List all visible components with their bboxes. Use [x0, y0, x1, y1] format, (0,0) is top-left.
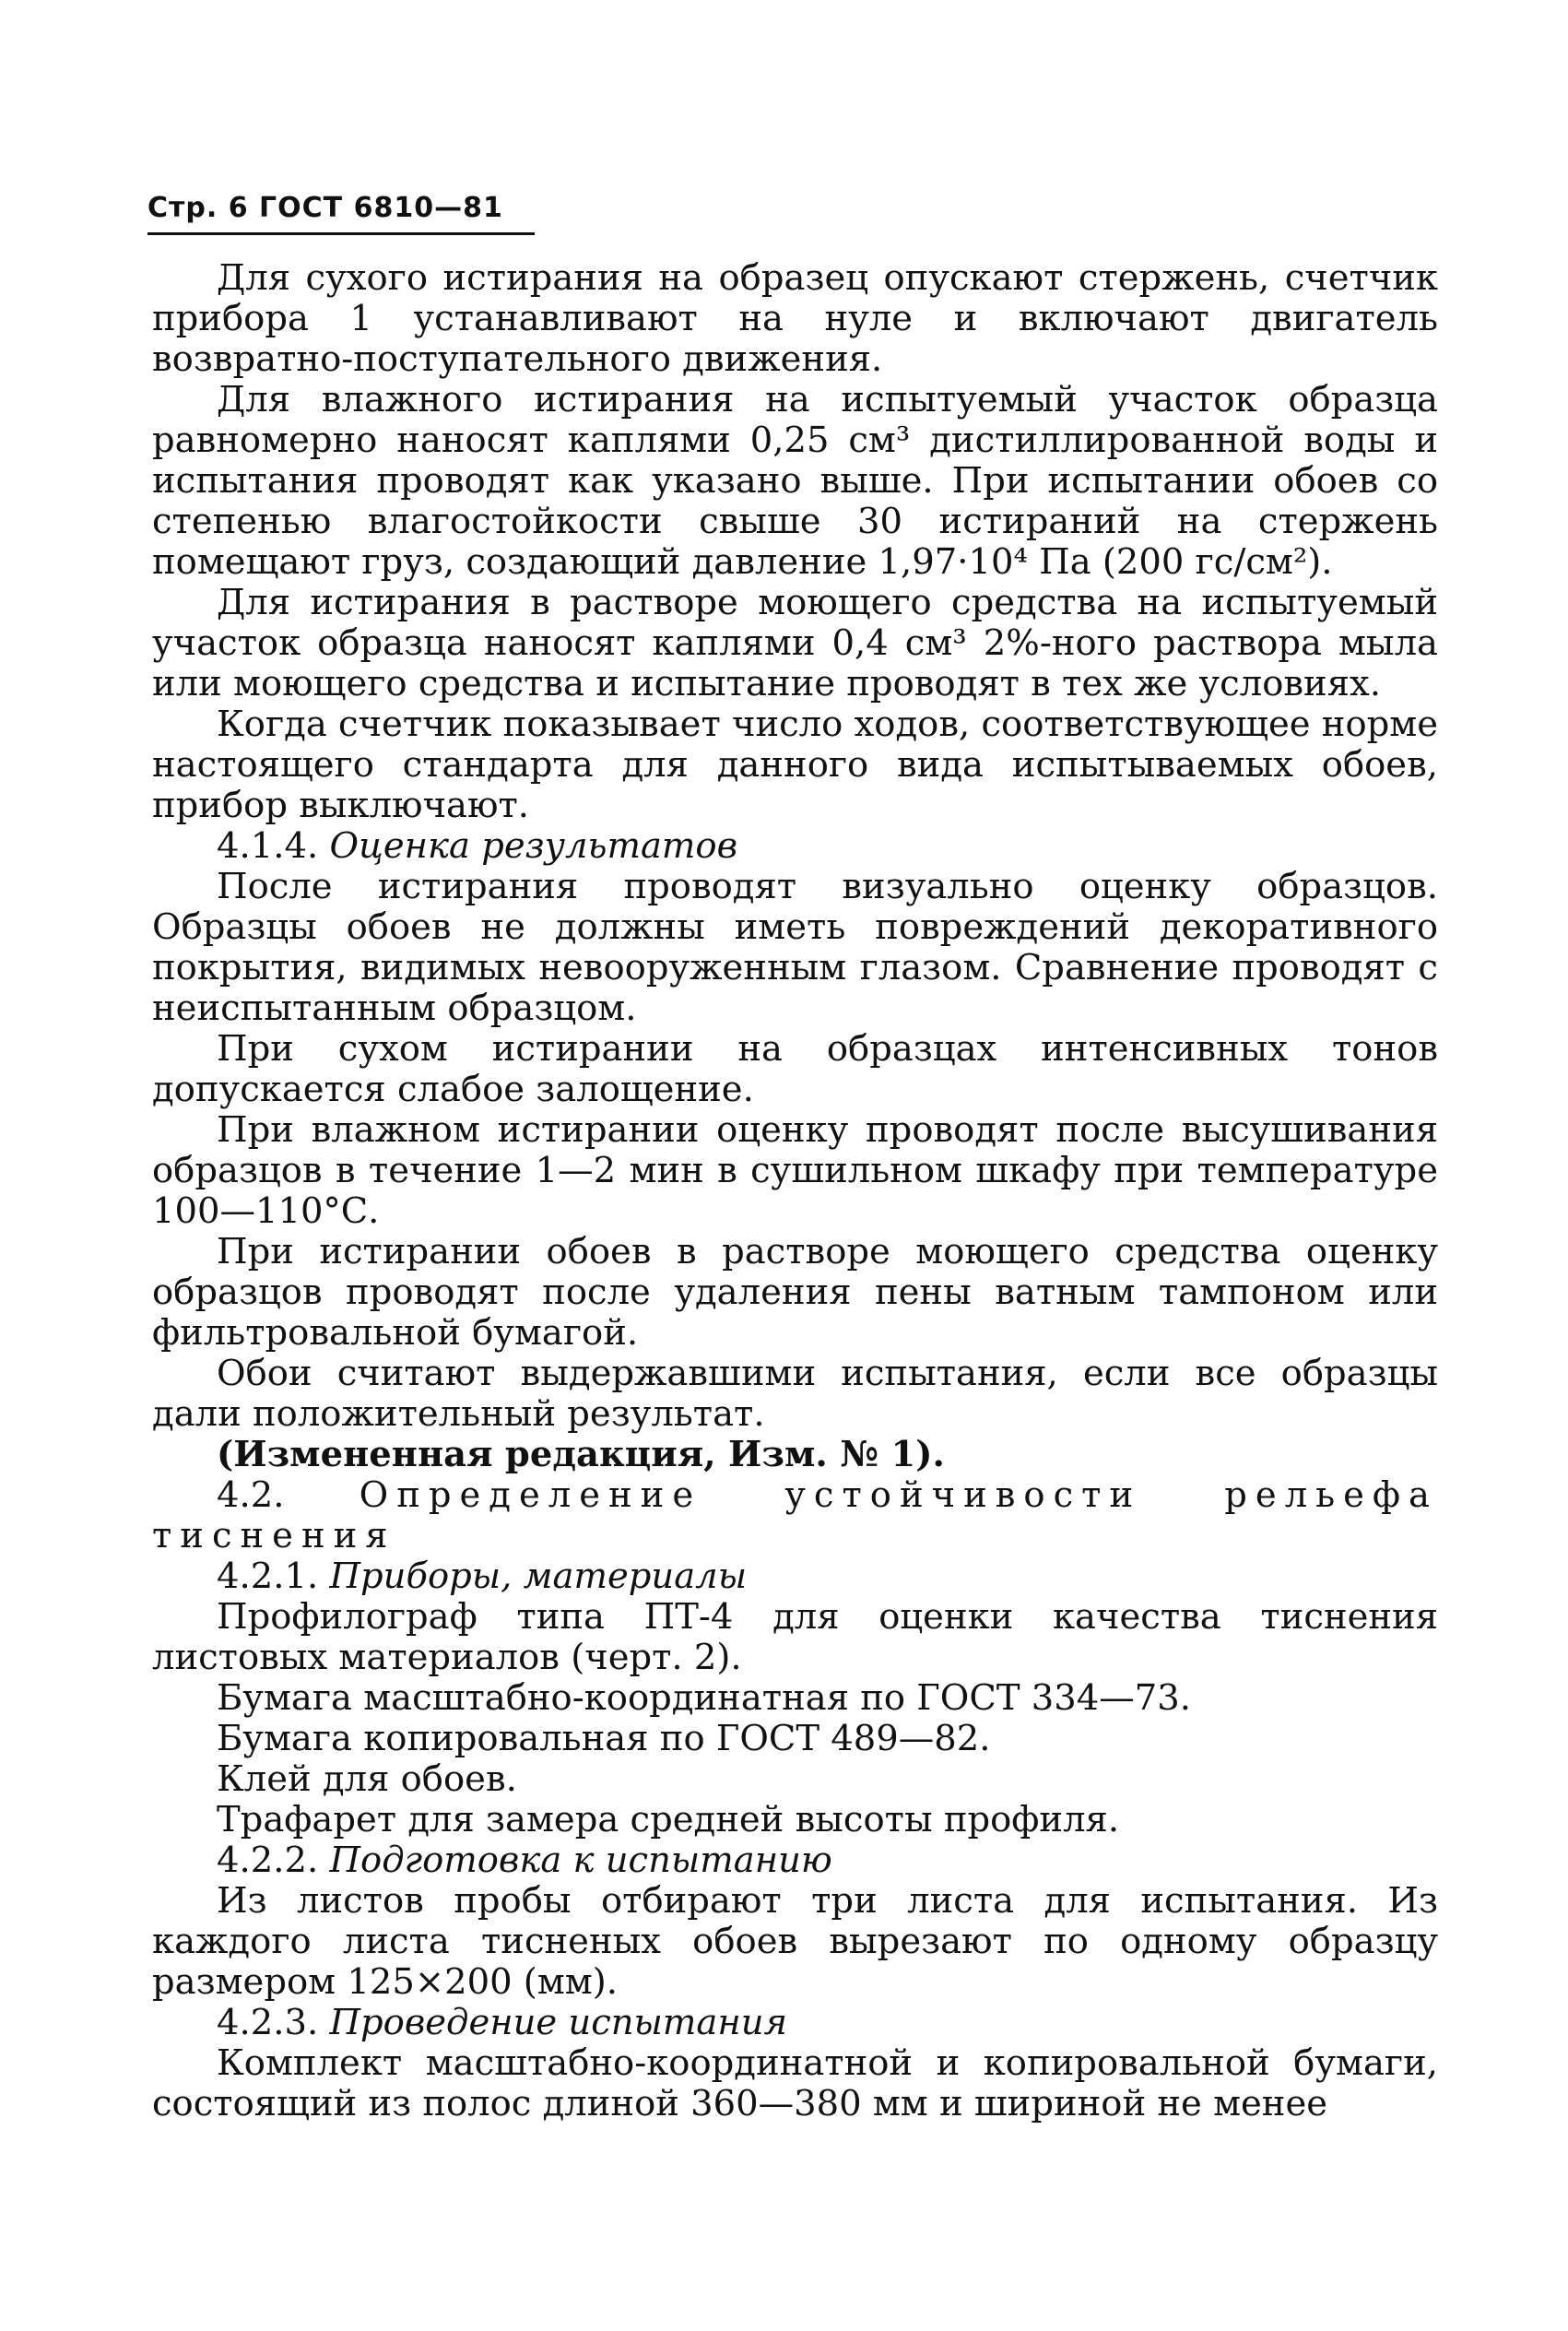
paragraph-dry-abrasion: Для сухого истирания на образец опускают стержень, счетчик прибора 1 устанавливают на нуле и включают двигатель возвратно-поступательного движения. [152, 257, 1438, 380]
amendment-note: (Измененная редакция, Изм. № 1). [217, 1434, 945, 1475]
document-body [152, 258, 1438, 2124]
paragraph-wet-drying: При влажном истирании оценку проводят после высушивания образцов в течение 1—2 мин в сушильном шкафу при температуре 100—110°С. [152, 1109, 1438, 1232]
paragraph-profilograph: Профилограф типа ПТ-4 для оценки качества тиснения листовых материалов (черт. 2). [152, 1596, 1438, 1678]
paragraph-detergent-abrasion: Для истирания в растворе моющего средства на испытуемый участок образца наносят каплями 0,4 см³ 2%-ного раствора мыла или моющего средства и испытание проводят в тех же условиях. [152, 582, 1438, 704]
section-number: 4.2.2. [217, 1840, 319, 1881]
section-heading-4-2-3 [152, 2003, 1438, 2043]
paragraph-test-kit: Комплект масштабно-координатной и копировальной бумаги, состоящий из полос длиной 360—380 мм и шириной не менее [152, 2042, 1438, 2124]
section-heading-4-1-4 [152, 826, 1438, 867]
page-header: Стр. 6 ГОСТ 6810—81 [147, 192, 503, 224]
paragraph-carbon-paper: Бумага копировальная по ГОСТ 489—82. [217, 1718, 991, 1759]
section-number: 4.1.4. [217, 825, 319, 867]
paragraph-glue: Клей для обоев. [217, 1758, 517, 1800]
section-number: 4.2.3. [217, 2002, 319, 2043]
section-title: Оценка результатов [329, 825, 737, 867]
paragraph-stencil: Трафарет для замера средней высоты профиля. [217, 1799, 1120, 1840]
section-title: Приборы, материалы [329, 1556, 748, 1597]
paragraph-graph-paper: Бумага масштабно-координатная по ГОСТ 334—73. [217, 1677, 1191, 1719]
paragraph-sample-prep: Из листов пробы отбирают три листа для испытания. Из каждого листа тисненых обоев вырезают по одному образцу размером 125×200 (мм). [152, 1880, 1438, 2003]
section-heading-4-2-2 [152, 1840, 1438, 1881]
paragraph-detergent-assessment: При истирании обоев в растворе моющего средства оценку образцов проводят после удаления пены ватным тампоном или фильтровальной бумагой. [152, 1231, 1438, 1354]
section-number: 4.2.1. [217, 1556, 319, 1597]
paragraph-dry-gloss: При сухом истирании на образцах интенсивных тонов допускается слабое залощение. [152, 1028, 1438, 1110]
section-number: 4.2. [217, 1474, 285, 1516]
section-title: Определение устойчивости рельефа тиснения [152, 1474, 1438, 1556]
section-heading-4-2-1 [152, 1556, 1438, 1597]
paragraph-pass-criterion: Обои считают выдержавшими испытания, если все образцы дали положительный результат. [152, 1353, 1438, 1435]
section-title: Проведение испытания [329, 2002, 788, 2043]
section-title: Подготовка к испытанию [329, 1840, 832, 1881]
paragraph-visual-assessment: После истирания проводят визуально оценку образцов. Образцы обоев не должны иметь повреждений декоративного покрытия, видимых невооруженным глазом. Сравнение проводят с неиспытанным образцом. [152, 866, 1438, 1029]
paragraph-wet-abrasion: Для влажного истирания на испытуемый участок образца равномерно наносят каплями 0,25 см³ дистиллированной воды и испытания проводят как указано выше. При испытании обоев со степенью влагостойкости свыше 30 истираний на стержень помещают груз, создающий давление 1,97·10⁴ Па (200 гс/см²). [152, 379, 1438, 583]
paragraph-counter: Когда счетчик показывает число ходов, соответствующее норме настоящего стандарта для данного вида испытываемых обоев, прибор выключают. [152, 704, 1438, 826]
section-heading-4-2 [152, 1475, 1438, 1556]
header-rule [147, 232, 535, 235]
